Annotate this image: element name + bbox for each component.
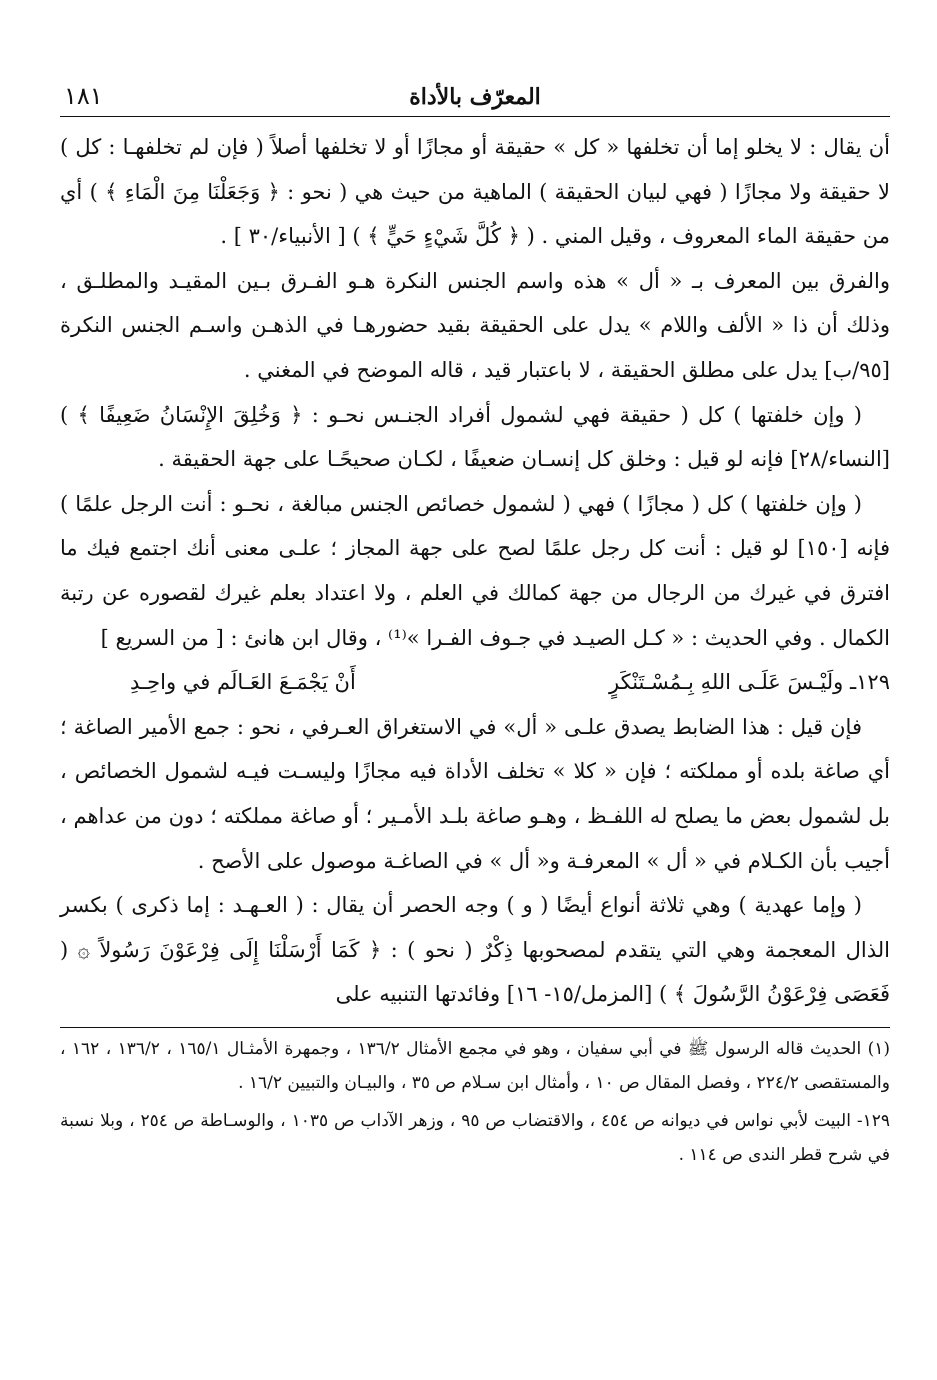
paragraph-1: أن يقال : لا يخلو إما أن تخلفها « كل » حقيقة أو مجازًا أو لا تخلفها أصلاً ( فإن لم تخلفهـا : كل ) لا حقيقة ولا مجازًا ( فهي لبيان الحقيقة ) الماهية من حيث هي ( نحو : ﴿ وَجَعَلْنَا مِنَ الْمَاءِ ﴾ ) أي من حقيقة الماء المعروف ، وقيل المني . ( ﴿ كُلَّ شَيْءٍ حَيٍّ ﴾ ) [ الأنبياء/٣٠ ] . [60,135,890,249]
poetry-verse [60,660,890,705]
paragraph-6: ( وإما عهدية ) وهي ثلاثة أنواع أيضًا ( و ) وجه الحصر أن يقال : ( العـهـد : إما ذكرى ) بكسر الذال المعجمة وهي التي يتقدم لمصحوبها ذِكْرٌ ( نحو ) : ﴿ كَمَا أَرْسَلْنَا إِلَى فِرْعَوْنَ رَسُولاً ۞ ( فَعَصَى فِرْعَوْنُ الرَّسُولَ ﴾ ) [المزمل/١٥- ١٦] وفائدتها التنبيه على [60,893,890,1007]
verse-second-hemistich: أَنْ يَجْمَـعَ العَـالَم في واحِـدِ [130,670,356,695]
paragraph-3: ( وإن خلفتها ) كل ( حقيقة فهي لشمول أفراد الجنـس نحـو : ﴿ وَخُلِقَ الإِنْسَانُ ضَعِيفًا ﴾ ) [النساء/٢٨] فإنه لو قيل : وخلق كل إنسـان ضعيفًا ، لكـان صحيحًـا على جهة الحقيقة . [60,402,890,472]
running-title: المعرّف بالأداة [409,84,541,110]
verse-first-hemistich [609,660,890,705]
verse-right-text: ولَيْـسَ عَلَـى اللهِ بِـمُسْـتَنْكَرٍ [609,670,844,695]
paragraph-4: ( وإن خلفتها ) كل ( مجازًا ) فهي ( لشمول خصائص الجنس مبالغة ، نحـو : أنت الرجل علمًا ) فإنه [١٥٠] لو قيل : أنت كل رجل علمًا لصح على جهة المجاز ؛ علـى معنى أنك اجتمع فيك ما افترق في غيرك من الرجال من جهة كمالك في العلم ، ولا اعتداد بعلم غيرك لقصوره عن رتبة الكمال . وفي الحديث : « كـل الصيـد في جـوف الفـرا »⁽¹⁾ ، وقال ابن هانئ : [ من السريع ] [60,491,890,650]
paragraph-2: والفرق بين المعرف بـ « أل » هذه واسم الجنس النكرة هـو الفـرق بـين المقيـد والمطلـق ، وذلك أن ذا « الألف واللام » يدل على الحقيقة بقيد حضورهـا في الذهـن واسـم الجنس النكرة [٩٥/ب] يدل على مطلق الحقيقة ، لا باعتبار قيد ، قاله الموضح في المغني . [60,268,890,382]
main-text [60,125,890,1017]
page-header [60,80,890,117]
book-page [60,80,890,1176]
footnote-2: ١٢٩- البيت لأبي نواس في ديوانه ص ٤٥٤ ، والاقتضاب ص ٩٥ ، وزهر الآداب ص ١٠٣٥ ، والوسـاطة ص ٢٥٤ ، وبلا نسبة في شرح قطر الندى ص ١١٤ . [60,1110,890,1165]
verse-number: ١٢٩ـ [850,670,890,695]
paragraph-5: فإن قيل : هذا الضابط يصدق علـى « أل» في الاستغراق العـرفي ، نحو : جمع الأمير الصاغة ؛ أي صاغة بلده أو مملكته ؛ فإن « كلا » تخلف الأداة فيه مجازًا وليسـت فيـه لشمول الخصائص ، بل لشمول بعض ما يصلح له اللفـظ ، وهـو صاغة بلـد الأمـير ؛ أو صاغة مملكته ؛ دون من عداهم ، أجيب بأن الكـلام في « أل » المعرفـة و« أل » في الصاغـة موصول على الأصح . [60,714,890,873]
footnote-1: (١) الحديث قاله الرسول ﷺ في أبي سفيان ، وهو في مجمع الأمثال ١٣٦/٢ ، وجمهرة الأمثـال ١٦٥/١ ، ١٣٦/٢ ، ١٦٢ ، والمستقصى ٢٢٤/٢ ، وفصل المقال ص ١٠ ، وأمثال ابن سـلام ص ٣٥ ، والبيـان والتبيين ١٦/٢ . [60,1038,891,1093]
footnotes [60,1028,890,1172]
page-number: ١٨١ [64,82,103,110]
